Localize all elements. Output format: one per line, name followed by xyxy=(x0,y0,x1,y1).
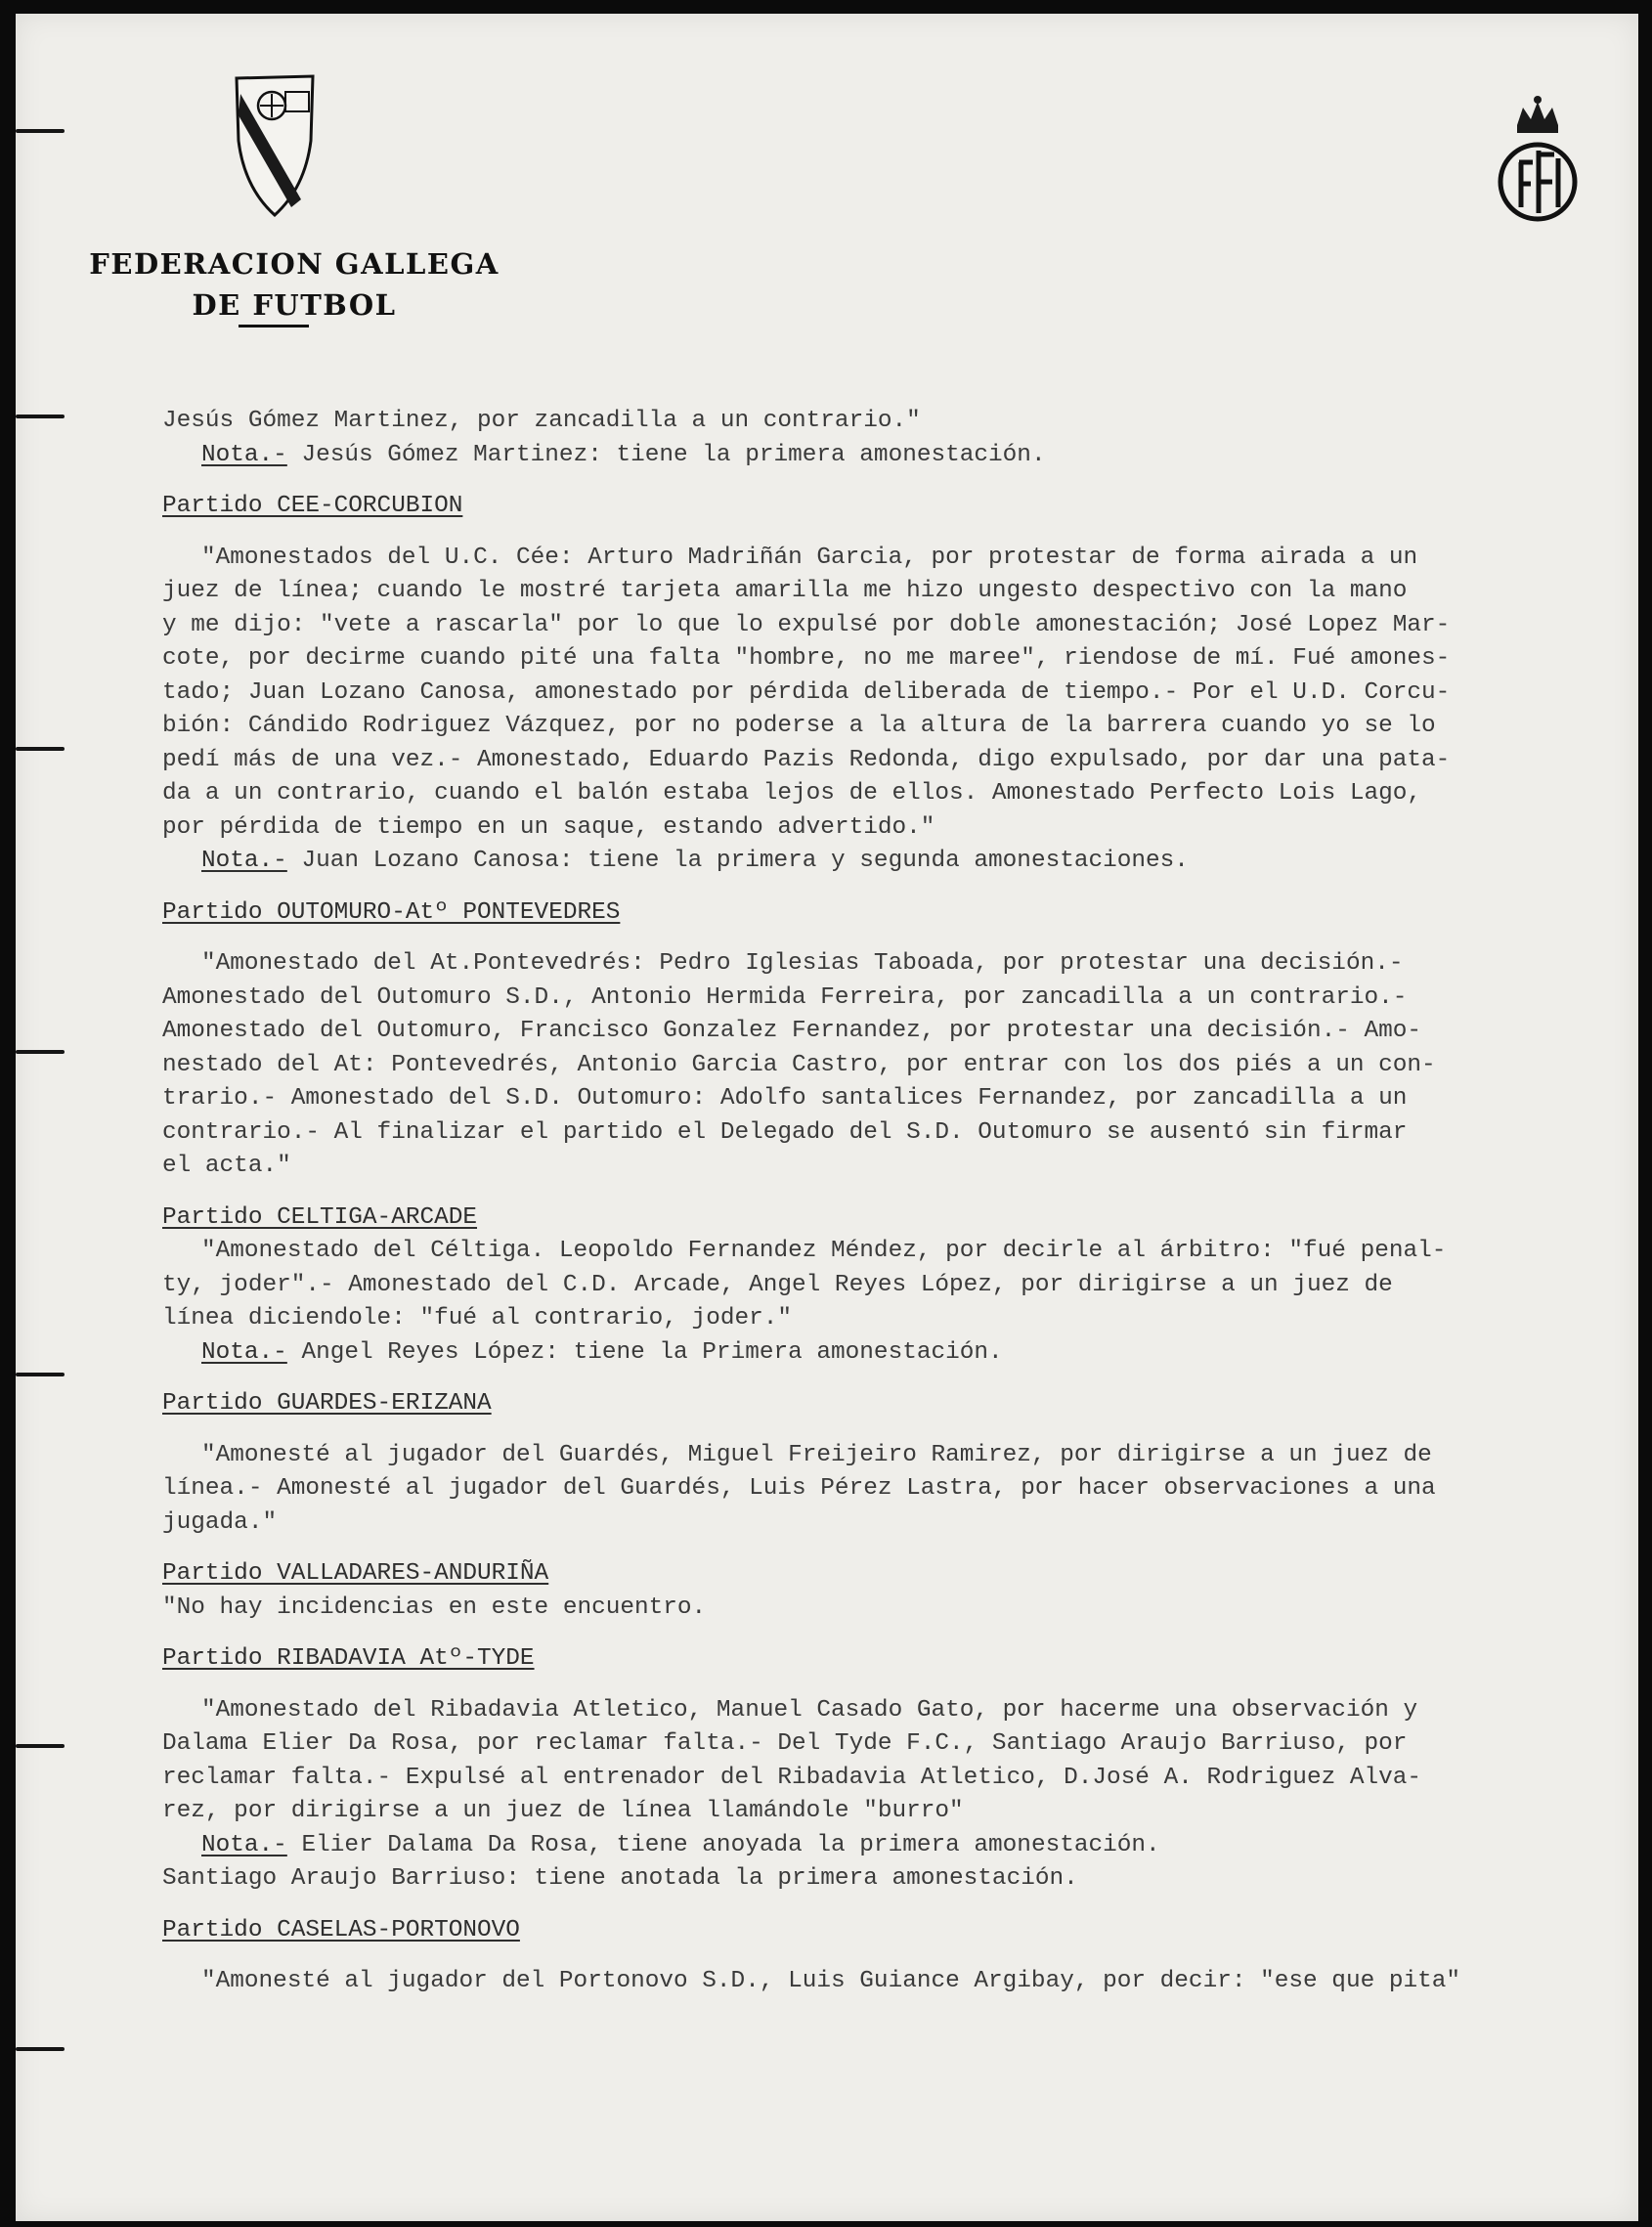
binding-mark xyxy=(16,1373,65,1376)
binding-mark xyxy=(16,415,65,418)
paragraph-gap xyxy=(162,1625,1599,1642)
paragraph-gap xyxy=(162,930,1599,947)
text-line: línea.- Amonesté al jugador del Guardés, Luis Pérez Lastra, por hacer observaciones a una xyxy=(162,1475,1436,1502)
header-divider xyxy=(239,325,309,328)
paragraph-gap xyxy=(162,472,1599,490)
binding-mark xyxy=(16,1050,65,1054)
text-line: "No hay incidencias en este encuentro. xyxy=(162,1594,707,1621)
text-line: juez de línea; cuando le mostré tarjeta amarilla me hizo ungesto despectivo con la mano xyxy=(162,578,1408,604)
match-heading-label: Partido RIBADAVIA Atº-TYDE xyxy=(162,1645,535,1672)
binding-mark xyxy=(16,1744,65,1748)
text-line: nestado del At: Pontevedrés, Antonio Garcia Castro, por entrar con los dos piés a un con- xyxy=(162,1051,1436,1078)
binding-mark xyxy=(16,2047,65,2051)
document-body xyxy=(162,405,1599,1999)
federation-shield-icon xyxy=(233,72,317,219)
paragraph-gap xyxy=(162,1897,1599,1914)
match-heading-label: Partido CEE-CORCUBION xyxy=(162,493,463,519)
match-heading xyxy=(162,1557,1599,1592)
nota-line xyxy=(162,439,1599,473)
text-line: "Amonestado del Céltiga. Leopoldo Fernandez Méndez, por decirle al árbitro: "fué penal- xyxy=(201,1238,1447,1264)
paragraph-gap xyxy=(162,1370,1599,1387)
text-line: Jesús Gómez Martinez, por zancadilla a un contrario." xyxy=(162,408,921,434)
text-line: tado; Juan Lozano Canosa, amonestado por pérdida deliberada de tiempo.- Por el U.D. Corcu- xyxy=(162,678,1451,706)
text-line: Santiago Araujo Barriuso: tiene anotada la primera amonestación. xyxy=(162,1865,1078,1892)
match-heading xyxy=(162,1387,1599,1421)
match-heading xyxy=(162,1642,1599,1677)
text-line: pedí más de una vez.- Amonestado, Eduardo Pazis Redonda, digo expulsado, por dar una pata- xyxy=(162,746,1451,773)
paragraph-gap xyxy=(162,524,1599,542)
nota-text: Juan Lozano Canosa: tiene la primera y segunda amonestaciones. xyxy=(286,848,1189,874)
nota-text: Elier Dalama Da Rosa, tiene anoyada la primera amonestación. xyxy=(286,1831,1160,1858)
text-line: "Amonestado del At.Pontevedrés: Pedro Iglesias Taboada, por protestar una decisión.- xyxy=(201,950,1404,977)
text-line: reclamar falta.- Expulsé al entrenador del Ribadavia Atletico, D.José A. Rodriguez Alva- xyxy=(162,1764,1422,1791)
text-line: rez, por dirigirse a un juez de línea llamándole "burro" xyxy=(162,1798,964,1824)
text-line: "Amonesté al jugador del Guardés, Miguel Freijeiro Ramirez, por dirigirse a un juez de xyxy=(201,1441,1432,1468)
match-heading-label: Partido CASELAS-PORTONOVO xyxy=(162,1916,520,1943)
document-page xyxy=(16,14,1638,2221)
nota-line xyxy=(162,845,1599,879)
nota-text: Jesús Gómez Martinez: tiene la primera amonestación. xyxy=(286,441,1046,468)
text-line: cote, por decirme cuando pité una falta "hombre, no me maree", riendose de mí. Fué amones- xyxy=(162,645,1451,672)
nota-label: Nota.- xyxy=(201,848,287,874)
paragraph-gap xyxy=(162,1540,1599,1557)
match-heading xyxy=(162,1201,1599,1236)
paragraph-gap xyxy=(162,1947,1599,1965)
match-heading xyxy=(162,490,1599,524)
text-line: da a un contrario, cuando el balón estaba lejos de ellos. Amonestado Perfecto Lois Lago, xyxy=(162,780,1422,807)
nota-label: Nota.- xyxy=(201,441,287,468)
organization-name: FEDERACION GALLEGA DE FUTBOL xyxy=(89,247,500,322)
text-line: "Amonesté al jugador del Portonovo S.D., Luis Guiance Argibay, por decir: "ese que pita" xyxy=(201,1968,1461,1994)
paragraph-gap xyxy=(162,1421,1599,1439)
match-heading-label: Partido CELTIGA-ARCADE xyxy=(162,1203,478,1231)
match-heading-label: Partido GUARDES-ERIZANA xyxy=(162,1390,492,1417)
match-heading-label: Partido VALLADARES-ANDURIÑA xyxy=(162,1560,549,1587)
paragraph-gap xyxy=(162,879,1599,896)
text-line: jugada." xyxy=(162,1508,278,1536)
text-line: por pérdida de tiempo en un saque, estando advertido." xyxy=(162,813,935,841)
binding-mark xyxy=(16,129,65,133)
text-line: Amonestado del Outomuro, Francisco Gonzalez Fernandez, por protestar una decisión.- Amo- xyxy=(162,1018,1422,1044)
royal-crest-icon xyxy=(1494,92,1582,229)
paragraph-gap xyxy=(162,1184,1599,1201)
nota-line xyxy=(162,1829,1599,1863)
text-line: "Amonestado del Ribadavia Atletico, Manuel Casado Gato, por hacerme una observación y xyxy=(201,1696,1418,1724)
match-heading xyxy=(162,896,1599,931)
match-heading xyxy=(162,1914,1599,1948)
text-line: "Amonestados del U.C. Cée: Arturo Madriñán Garcia, por protestar de forma airada a un xyxy=(201,544,1418,571)
paragraph-gap xyxy=(162,1677,1599,1694)
text-line: el acta." xyxy=(162,1153,291,1179)
text-line: y me dijo: "vete a rascarla" por lo que lo expulsé por doble amonestación; José Lopez Mar- xyxy=(162,611,1451,638)
text-line: Dalama Elier Da Rosa, por reclamar falta.- Del Tyde F.C., Santiago Araujo Barriuso, por xyxy=(162,1730,1408,1757)
nota-line xyxy=(162,1336,1599,1371)
nota-label: Nota.- xyxy=(201,1338,287,1366)
nota-text: Angel Reyes López: tiene la Primera amonestación. xyxy=(286,1338,1003,1366)
binding-mark xyxy=(16,747,65,751)
text-line: trario.- Amonestado del S.D. Outomuro: Adolfo santalices Fernandez, por zancadilla a un xyxy=(162,1085,1408,1112)
match-heading-label: Partido OUTOMURO-Atº PONTEVEDRES xyxy=(162,898,621,926)
nota-label: Nota.- xyxy=(201,1831,287,1858)
text-line: línea diciendole: "fué al contrario, joder." xyxy=(162,1305,793,1332)
text-line: bión: Cándido Rodriguez Vázquez, por no poderse a la altura de la barrera cuando yo se lo xyxy=(162,713,1436,739)
text-line: contrario.- Al finalizar el partido el Delegado del S.D. Outomuro se ausentó sin firmar xyxy=(162,1118,1408,1146)
text-line: Amonestado del Outomuro S.D., Antonio Hermida Ferreira, por zancadilla a un contrario.- xyxy=(162,983,1408,1011)
text-line: ty, joder".- Amonestado del C.D. Arcade, Angel Reyes López, por dirigirse a un juez de xyxy=(162,1271,1393,1298)
